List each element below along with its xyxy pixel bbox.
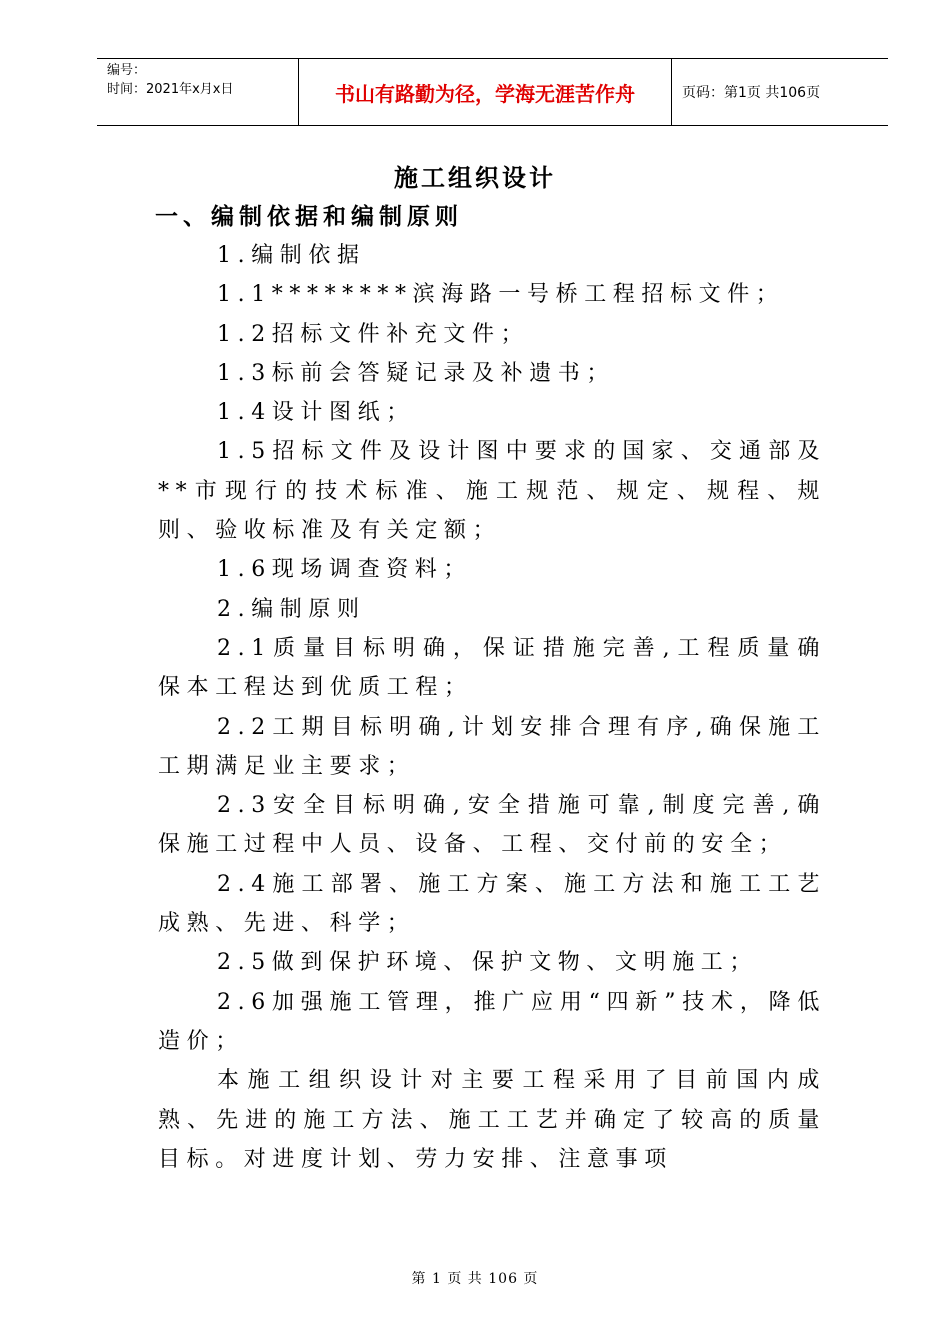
paragraph: 2.2工期目标明确,计划安排合理有序,确保施工工期满足业主要求；: [158, 714, 826, 779]
paragraph: 2.4施工部署、施工方案、施工方法和施工工艺成熟、先进、科学；: [158, 871, 826, 937]
section-heading: 一、编制依据和编制原则: [155, 204, 463, 230]
paragraph: 1.2招标文件补充文件；: [217, 321, 530, 347]
paragraph: 1.编制依据: [217, 243, 366, 268]
paragraph: 1.1********滨海路一号桥工程招标文件；: [217, 282, 785, 308]
paragraph: 2.6加强施工管理，推广应用“四新”技术，降低造价；: [158, 989, 826, 1054]
document-body: [158, 236, 826, 1179]
paragraph: 1.4设计图纸；: [217, 400, 415, 426]
paragraph: 2.3安全目标明确,安全措施可靠,制度完善,确保施工过程中人员、设备、工程、交付前的安全；: [158, 793, 826, 858]
header-slogan: 书山有路勤为径，学海无涯苦作舟: [298, 59, 672, 125]
paragraph: 1.5招标文件及设计图中要求的国家、交通部及**市现行的技术标准、施工规范、规定、规程、规则、验收标准及有关定额；: [158, 439, 826, 544]
header-meta: [97, 59, 298, 125]
paragraph: 1.6现场调查资料；: [217, 557, 472, 583]
paragraph: 1.3标前会答疑记录及补遗书；: [217, 360, 615, 386]
paragraph: 2.编制原则: [217, 596, 366, 622]
page-header: [97, 58, 888, 126]
paragraph: 2.5做到保护环境、保护文物、文明施工；: [217, 950, 758, 976]
header-page-info: 页码：第1页 共106页: [682, 85, 821, 101]
document-title: 施工组织设计: [394, 163, 556, 192]
paragraph: 2.1质量目标明确，保证措施完善,工程质量确保本工程达到优质工程；: [158, 635, 826, 701]
document-number-label: 编号：: [107, 63, 147, 78]
document-time-label: 时间：2021年x月x日: [107, 82, 234, 97]
paragraph: 本施工组织设计对主要工程采用了目前国内成熟、先进的施工方法、施工工艺并确定了较高的质量目标。对进度计划、劳力安排、注意事项: [158, 1068, 826, 1172]
page-footer: 第 1 页 共 106 页: [411, 1271, 539, 1287]
